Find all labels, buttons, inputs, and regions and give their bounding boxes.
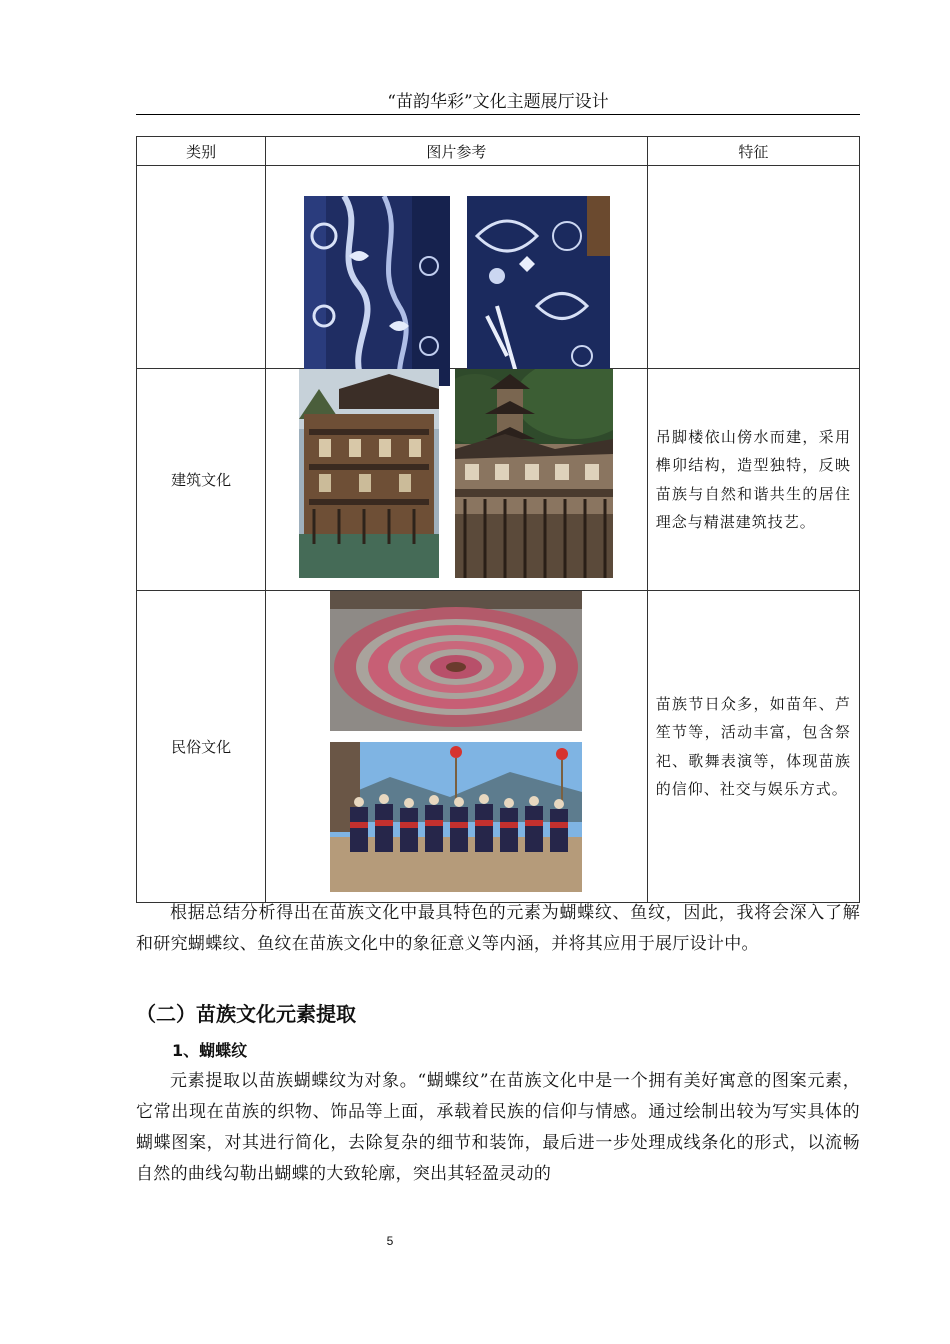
summary-paragraph: 根据总结分析得出在苗族文化中最具特色的元素为蝴蝶纹、鱼纹，因此，我将会深入了解和研究蝴蝶纹、鱼纹在苗族文化中的象征意义等内涵，并将其应用于展厅设计中。: [136, 903, 860, 954]
body-paragraph: 元素提取以苗族蝴蝶纹为对象。“蝴蝶纹”在苗族文化中是一个拥有美好寓意的图案元素，它常出现在苗族的织物、饰品等上面，承载着民族的信仰与情感。通过绘制出较为写实具体的蝴蝶图案，对其进行简化，去除复杂的细节和装饰，最后进一步处理成线条化的形式，以流畅自然的曲线勾勒出蝴蝶的大致轮廓，突出其轻盈灵动的: [136, 1071, 860, 1184]
header-picture: 图片参考: [266, 137, 648, 166]
running-header: “苗韵华彩”文化主题展厅设计: [387, 92, 609, 112]
row-feature: 吊脚楼依山傍水而建，采用榫卯结构，造型独特，反映苗族与自然和谐共生的居住理念与精湛建筑技艺。: [647, 369, 859, 591]
section-heading: （二）苗族文化元素提取: [136, 1002, 356, 1026]
page-number: 5: [386, 1234, 394, 1248]
row-category: [137, 166, 266, 369]
festival-dance-image: [330, 742, 582, 892]
row-category: 建筑文化: [137, 369, 266, 591]
culture-table: [136, 136, 860, 903]
table-row: [137, 166, 860, 369]
batik-image: [467, 196, 610, 386]
batik-image: [304, 196, 450, 386]
row-pictures: [266, 166, 648, 369]
header-category: 类别: [137, 137, 266, 166]
header-rule: [136, 114, 860, 115]
header-feature: 特征: [647, 137, 859, 166]
stilt-house-image: [455, 369, 613, 578]
festival-circle-image: [330, 591, 582, 731]
table-row: [137, 591, 860, 903]
stilt-house-image: [299, 369, 439, 578]
row-feature: 苗族节日众多，如苗年、芦笙节等，活动丰富，包含祭祀、歌舞表演等，体现苗族的信仰、社交与娱乐方式。: [647, 591, 859, 903]
subsection-heading: 1、蝴蝶纹: [172, 1041, 248, 1060]
row-feature: [647, 166, 859, 369]
table-header-row: [137, 137, 860, 166]
row-pictures: [266, 591, 648, 903]
row-category: 民俗文化: [137, 591, 266, 903]
row-pictures: [266, 369, 648, 591]
table-row: [137, 369, 860, 591]
